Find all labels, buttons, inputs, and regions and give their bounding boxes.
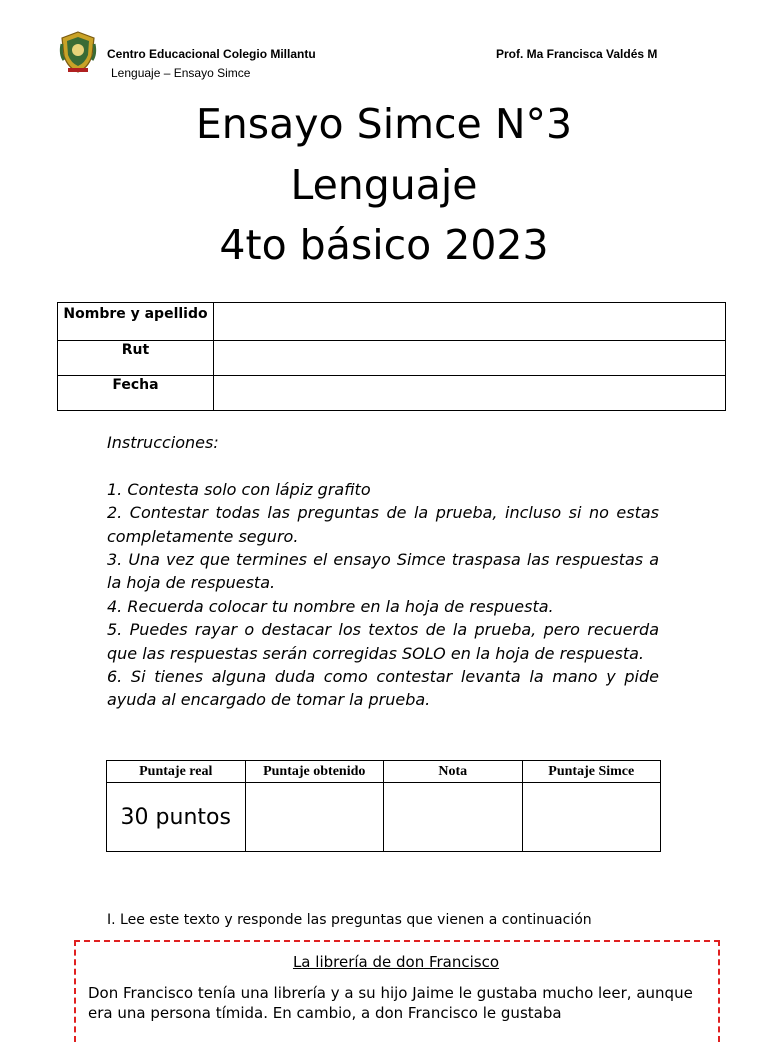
- score-header-row: [107, 761, 661, 783]
- table-row: [58, 341, 726, 376]
- student-info-table: [57, 302, 726, 411]
- table-row: [58, 303, 726, 341]
- name-label: Nombre y apellido: [58, 303, 214, 341]
- title-line-2: Lenguaje: [290, 161, 478, 209]
- instruction-item: 2. Contestar todas las preguntas de la prueba, incluso si no estas completamente seguro.: [107, 503, 659, 546]
- name-field[interactable]: [214, 303, 726, 341]
- school-crest-icon: [58, 30, 98, 74]
- title-line-1: Ensayo Simce N°3: [195, 100, 573, 148]
- story-title: La librería de don Francisco: [292, 953, 500, 971]
- total-points: 30 puntos: [107, 783, 246, 852]
- obtained-points-field[interactable]: [245, 783, 384, 852]
- instructions-heading: Instrucciones:: [107, 433, 219, 452]
- table-row: [58, 376, 726, 411]
- instruction-item: 3. Una vez que termines el ensayo Simce traspasa las respuestas a la hoja de respuesta.: [107, 550, 659, 593]
- instruction-item: 6. Si tienes alguna duda como contestar levanta la mano y pide ayuda al encargado de tomar la prueba.: [107, 667, 659, 710]
- instructions-block: [107, 431, 659, 712]
- subject-line: Lenguaje – Ensayo Simce: [111, 66, 251, 80]
- title-line-3: 4to básico 2023: [219, 221, 549, 269]
- score-header: Puntaje Simce: [522, 761, 661, 783]
- instruction-item: 5. Puedes rayar o destacar los textos de la prueba, pero recuerda que las respuestas serán corregidas SOLO en la hoja de respuesta.: [107, 620, 659, 663]
- date-field[interactable]: [214, 376, 726, 411]
- instruction-item: 1. Contesta solo con lápiz grafito: [107, 479, 371, 499]
- date-label: Fecha: [58, 376, 214, 411]
- section-instruction: I. Lee este texto y responde las preguntas que vienen a continuación: [107, 912, 592, 928]
- rut-field[interactable]: [214, 341, 726, 376]
- story-paragraph: Don Francisco tenía una librería y a su hijo Jaime le gustaba mucho leer, aunque era una persona tímida. En cambio, a don Francisco le gustaba: [88, 984, 693, 1022]
- teacher-name: Prof. Ma Francisca Valdés M: [496, 47, 658, 61]
- story-text: [88, 983, 708, 1023]
- rut-label: Rut: [58, 341, 214, 376]
- grade-field[interactable]: [384, 783, 523, 852]
- score-header: Puntaje real: [107, 761, 246, 783]
- simce-score-field[interactable]: [522, 783, 661, 852]
- school-name: Centro Educacional Colegio Millantu: [107, 47, 316, 61]
- score-value-row: [107, 783, 661, 852]
- score-table: [106, 760, 661, 852]
- score-header: Puntaje obtenido: [245, 761, 384, 783]
- instruction-item: 4. Recuerda colocar tu nombre en la hoja de respuesta.: [107, 596, 554, 616]
- score-header: Nota: [384, 761, 523, 783]
